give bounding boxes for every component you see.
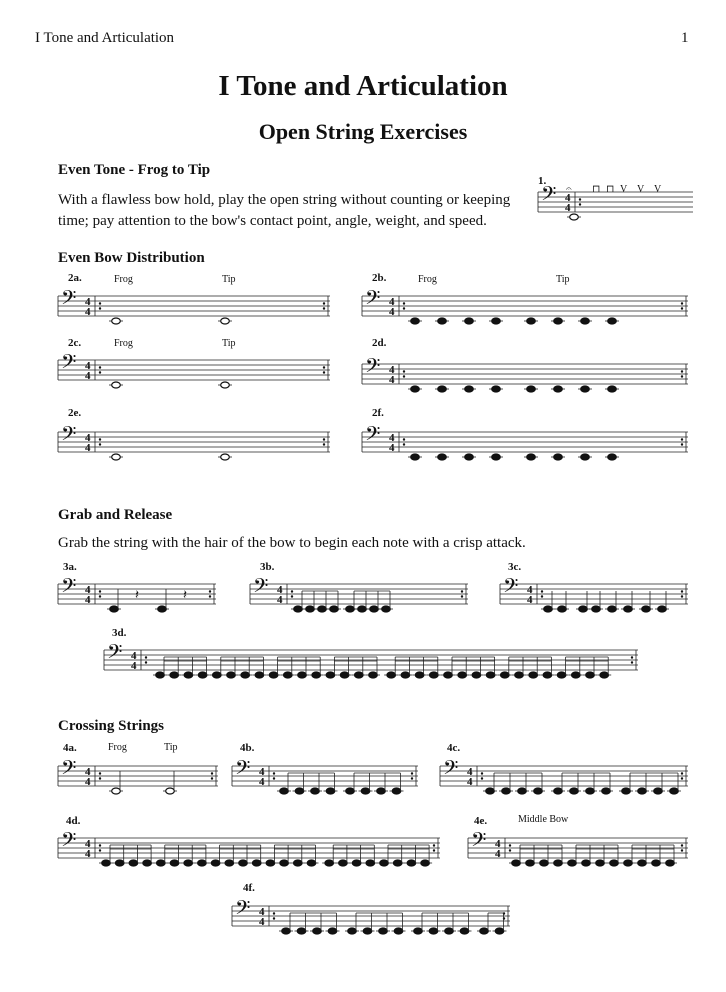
staff-3d bbox=[104, 630, 648, 690]
time-signature-bottom: 4 bbox=[85, 370, 91, 382]
time-signature-bottom: 4 bbox=[495, 848, 501, 860]
staff-2e bbox=[58, 412, 340, 472]
notehead bbox=[465, 318, 474, 324]
staff-2d bbox=[362, 344, 698, 404]
notehead bbox=[370, 606, 379, 612]
quarter-rest-icon: 𝄽 bbox=[135, 587, 139, 602]
notehead bbox=[480, 928, 489, 934]
notehead bbox=[252, 860, 261, 866]
time-signature-top: 4 bbox=[85, 584, 91, 596]
notehead bbox=[527, 454, 536, 460]
time-signature-top: 4 bbox=[85, 838, 91, 850]
notehead bbox=[622, 788, 631, 794]
bass-clef-icon: 𝄢 bbox=[541, 182, 557, 210]
notehead bbox=[211, 860, 220, 866]
staff-4b bbox=[232, 746, 428, 806]
notehead bbox=[340, 672, 349, 678]
notehead bbox=[221, 382, 230, 388]
time-signature-bottom: 4 bbox=[389, 442, 395, 454]
page-subtitle: Open String Exercises bbox=[258, 119, 468, 144]
notehead bbox=[307, 860, 316, 866]
notehead bbox=[570, 788, 579, 794]
running-header: I Tone and Articulation bbox=[35, 30, 175, 46]
notehead bbox=[102, 860, 111, 866]
exercise-label-4e: 4e. bbox=[474, 815, 488, 827]
time-signature-bottom: 4 bbox=[131, 660, 137, 672]
notehead bbox=[255, 672, 264, 678]
notehead bbox=[534, 788, 543, 794]
notehead bbox=[512, 860, 521, 866]
time-signature-bottom: 4 bbox=[85, 306, 91, 318]
up-bow-icon: V bbox=[637, 184, 645, 195]
notehead bbox=[129, 860, 138, 866]
notehead bbox=[166, 788, 175, 794]
notehead bbox=[269, 672, 278, 678]
notehead bbox=[318, 606, 327, 612]
notehead bbox=[495, 928, 504, 934]
exercise-label-3a: 3a. bbox=[63, 561, 77, 573]
notehead bbox=[608, 386, 617, 392]
time-signature-top: 4 bbox=[131, 650, 137, 662]
notehead bbox=[558, 606, 567, 612]
notehead bbox=[501, 672, 510, 678]
notehead bbox=[670, 788, 679, 794]
bass-clef-icon: 𝄢 bbox=[61, 350, 77, 378]
notehead bbox=[280, 860, 289, 866]
time-signature-top: 4 bbox=[85, 432, 91, 444]
notehead bbox=[358, 606, 367, 612]
notehead bbox=[638, 788, 647, 794]
notehead bbox=[325, 860, 334, 866]
notehead bbox=[438, 386, 447, 392]
frog-marking: Frog bbox=[418, 274, 437, 285]
notehead bbox=[554, 860, 563, 866]
time-signature-top: 4 bbox=[389, 296, 395, 308]
down-bow-icon: ⊓ bbox=[592, 184, 601, 195]
notehead bbox=[557, 672, 566, 678]
notehead bbox=[379, 928, 388, 934]
notehead bbox=[297, 928, 306, 934]
staff-1 bbox=[538, 172, 703, 232]
notehead bbox=[586, 672, 595, 678]
notehead bbox=[570, 214, 579, 220]
notehead bbox=[460, 928, 469, 934]
notehead bbox=[624, 606, 633, 612]
notehead bbox=[282, 928, 291, 934]
notehead bbox=[527, 386, 536, 392]
exercise-label-2c: 2c. bbox=[68, 337, 82, 349]
staff-2f bbox=[362, 412, 698, 472]
time-signature-bottom: 4 bbox=[85, 776, 91, 788]
exercise-label-4f: 4f. bbox=[243, 882, 255, 894]
notehead bbox=[429, 928, 438, 934]
notehead bbox=[198, 860, 207, 866]
time-signature-top: 4 bbox=[85, 766, 91, 778]
notehead bbox=[608, 454, 617, 460]
time-signature-top: 4 bbox=[85, 360, 91, 372]
notehead bbox=[355, 672, 364, 678]
tip-marking: Tip bbox=[556, 274, 570, 285]
tip-marking: Tip bbox=[222, 338, 236, 349]
time-signature-bottom: 4 bbox=[85, 848, 91, 860]
notehead bbox=[610, 860, 619, 866]
notehead bbox=[492, 386, 501, 392]
exercise-label-4a: 4a. bbox=[63, 742, 77, 754]
notehead bbox=[346, 788, 355, 794]
notehead bbox=[312, 672, 321, 678]
notehead bbox=[311, 788, 320, 794]
notehead bbox=[110, 606, 119, 612]
notehead bbox=[465, 454, 474, 460]
notehead bbox=[596, 860, 605, 866]
notehead bbox=[363, 928, 372, 934]
time-signature-bottom: 4 bbox=[85, 594, 91, 606]
notehead bbox=[241, 672, 250, 678]
time-signature-bottom: 4 bbox=[565, 202, 571, 214]
notehead bbox=[458, 672, 467, 678]
notehead bbox=[377, 788, 386, 794]
down-bow-icon: ⊓ bbox=[606, 184, 615, 195]
notehead bbox=[366, 860, 375, 866]
notehead bbox=[393, 860, 402, 866]
notehead bbox=[295, 788, 304, 794]
grab-release-text: Grab the string with the hair of the bow to begin each note with a crisp attack. bbox=[58, 535, 526, 551]
notehead bbox=[666, 860, 675, 866]
tip-marking: Tip bbox=[222, 274, 236, 285]
notehead bbox=[411, 454, 420, 460]
notehead bbox=[411, 318, 420, 324]
staff-4e bbox=[468, 818, 698, 878]
notehead bbox=[392, 788, 401, 794]
notehead bbox=[638, 860, 647, 866]
notehead bbox=[445, 928, 454, 934]
notehead bbox=[568, 860, 577, 866]
staff-4f bbox=[232, 886, 520, 946]
notehead bbox=[361, 788, 370, 794]
bass-clef-icon: 𝄢 bbox=[61, 828, 77, 856]
quarter-rest-icon: 𝄽 bbox=[183, 587, 187, 602]
time-signature-top: 4 bbox=[495, 838, 501, 850]
time-signature-top: 4 bbox=[565, 192, 571, 204]
staff-3b bbox=[250, 564, 478, 624]
notehead bbox=[554, 318, 563, 324]
notehead bbox=[380, 860, 389, 866]
notehead bbox=[444, 672, 453, 678]
even-tone-text-line-2: time; pay attention to the bow's contact point, angle, weight, and speed. bbox=[58, 213, 487, 229]
exercise-label-2a: 2a. bbox=[68, 272, 82, 284]
fermata-icon: 𝄐 bbox=[566, 184, 572, 195]
time-signature-top: 4 bbox=[85, 296, 91, 308]
notehead bbox=[326, 788, 335, 794]
notehead bbox=[221, 318, 230, 324]
exercise-label-2b: 2b. bbox=[372, 272, 387, 284]
notehead bbox=[502, 788, 511, 794]
time-signature-bottom: 4 bbox=[277, 594, 283, 606]
time-signature-bottom: 4 bbox=[259, 776, 265, 788]
notehead bbox=[438, 454, 447, 460]
notehead bbox=[465, 386, 474, 392]
exercise-label-4b: 4b. bbox=[240, 742, 255, 754]
notehead bbox=[411, 386, 420, 392]
notehead bbox=[294, 860, 303, 866]
notehead bbox=[221, 454, 230, 460]
notehead bbox=[112, 382, 121, 388]
section-heading-even-bow: Even Bow Distribution bbox=[58, 250, 205, 266]
bass-clef-icon: 𝄢 bbox=[107, 640, 123, 668]
notehead bbox=[198, 672, 207, 678]
notehead bbox=[346, 606, 355, 612]
staff-4d bbox=[58, 818, 450, 878]
time-signature-top: 4 bbox=[389, 364, 395, 376]
notehead bbox=[112, 788, 121, 794]
notehead bbox=[581, 454, 590, 460]
notehead bbox=[472, 672, 481, 678]
notehead bbox=[284, 672, 293, 678]
notehead bbox=[624, 860, 633, 866]
frog-marking: Frog bbox=[114, 274, 133, 285]
notehead bbox=[438, 318, 447, 324]
bass-clef-icon: 𝄢 bbox=[253, 574, 269, 602]
notehead bbox=[184, 860, 193, 866]
notehead bbox=[421, 860, 430, 866]
bass-clef-icon: 𝄢 bbox=[365, 422, 381, 450]
time-signature-top: 4 bbox=[259, 766, 265, 778]
notehead bbox=[608, 606, 617, 612]
notehead bbox=[515, 672, 524, 678]
notehead bbox=[543, 672, 552, 678]
bass-clef-icon: 𝄢 bbox=[365, 354, 381, 382]
notehead bbox=[330, 606, 339, 612]
staff-3c bbox=[500, 564, 698, 624]
middle-bow-marking: Middle Bow bbox=[518, 814, 569, 825]
bass-clef-icon: 𝄢 bbox=[61, 756, 77, 784]
notehead bbox=[554, 386, 563, 392]
staff-2a bbox=[58, 276, 340, 336]
notehead bbox=[526, 860, 535, 866]
notehead bbox=[407, 860, 416, 866]
notehead bbox=[581, 318, 590, 324]
notehead bbox=[158, 606, 167, 612]
exercise-label-2e: 2e. bbox=[68, 407, 82, 419]
notehead bbox=[529, 672, 538, 678]
section-heading-even-tone: Even Tone - Frog to Tip bbox=[58, 162, 211, 178]
notehead bbox=[554, 454, 563, 460]
time-signature-bottom: 4 bbox=[527, 594, 533, 606]
time-signature-top: 4 bbox=[467, 766, 473, 778]
time-signature-bottom: 4 bbox=[389, 306, 395, 318]
notehead bbox=[382, 606, 391, 612]
notehead bbox=[112, 454, 121, 460]
time-signature-top: 4 bbox=[389, 432, 395, 444]
notehead bbox=[492, 454, 501, 460]
up-bow-icon: V bbox=[654, 184, 662, 195]
exercise-label-3d: 3d. bbox=[112, 627, 127, 639]
notehead bbox=[654, 788, 663, 794]
notehead bbox=[280, 788, 289, 794]
even-tone-text-line-1: With a flawless bow hold, play the open string without counting or keeping bbox=[58, 192, 511, 208]
section-heading-grab-release: Grab and Release bbox=[58, 507, 173, 523]
bass-clef-icon: 𝄢 bbox=[365, 286, 381, 314]
notehead bbox=[298, 672, 307, 678]
notehead bbox=[213, 672, 222, 678]
notehead bbox=[592, 606, 601, 612]
notehead bbox=[326, 672, 335, 678]
notehead bbox=[112, 318, 121, 324]
staff-4a bbox=[58, 746, 228, 806]
notehead bbox=[170, 860, 179, 866]
bass-clef-icon: 𝄢 bbox=[61, 574, 77, 602]
exercise-label-3c: 3c. bbox=[508, 561, 522, 573]
notehead bbox=[156, 672, 165, 678]
time-signature-top: 4 bbox=[527, 584, 533, 596]
notehead bbox=[554, 788, 563, 794]
bass-clef-icon: 𝄢 bbox=[443, 756, 459, 784]
bass-clef-icon: 𝄢 bbox=[235, 896, 251, 924]
exercise-label-2f: 2f. bbox=[372, 407, 384, 419]
section-heading-crossing: Crossing Strings bbox=[58, 718, 164, 734]
page-number: 1 bbox=[681, 30, 689, 46]
notehead bbox=[401, 672, 410, 678]
time-signature-bottom: 4 bbox=[85, 442, 91, 454]
time-signature-top: 4 bbox=[277, 584, 283, 596]
notehead bbox=[544, 606, 553, 612]
notehead bbox=[157, 860, 166, 866]
page-title: I Tone and Articulation bbox=[218, 70, 508, 102]
notehead bbox=[581, 386, 590, 392]
notehead bbox=[658, 606, 667, 612]
time-signature-top: 4 bbox=[259, 906, 265, 918]
exercise-label-1: 1. bbox=[538, 175, 547, 187]
notehead bbox=[352, 860, 361, 866]
exercise-label-3b: 3b. bbox=[260, 561, 275, 573]
up-bow-icon: V bbox=[620, 184, 628, 195]
frog-marking: Frog bbox=[114, 338, 133, 349]
notehead bbox=[486, 672, 495, 678]
notehead bbox=[294, 606, 303, 612]
staff-2b bbox=[362, 276, 698, 336]
tip-marking: Tip bbox=[164, 742, 178, 753]
notehead bbox=[369, 672, 378, 678]
notehead bbox=[266, 860, 275, 866]
frog-marking: Frog bbox=[108, 742, 127, 753]
bass-clef-icon: 𝄢 bbox=[61, 286, 77, 314]
bass-clef-icon: 𝄢 bbox=[61, 422, 77, 450]
notehead bbox=[239, 860, 248, 866]
notehead bbox=[348, 928, 357, 934]
exercise-label-4c: 4c. bbox=[447, 742, 461, 754]
notehead bbox=[602, 788, 611, 794]
time-signature-bottom: 4 bbox=[259, 916, 265, 928]
notehead bbox=[652, 860, 661, 866]
notehead bbox=[225, 860, 234, 866]
exercise-label-2d: 2d. bbox=[372, 337, 387, 349]
notehead bbox=[492, 318, 501, 324]
notehead bbox=[486, 788, 495, 794]
bass-clef-icon: 𝄢 bbox=[503, 574, 519, 602]
notehead bbox=[430, 672, 439, 678]
exercise-label-4d: 4d. bbox=[66, 815, 81, 827]
notehead bbox=[518, 788, 527, 794]
notehead bbox=[184, 672, 193, 678]
notehead bbox=[600, 672, 609, 678]
notehead bbox=[414, 928, 423, 934]
notehead bbox=[170, 672, 179, 678]
bass-clef-icon: 𝄢 bbox=[471, 828, 487, 856]
time-signature-bottom: 4 bbox=[467, 776, 473, 788]
notehead bbox=[387, 672, 396, 678]
notehead bbox=[642, 606, 651, 612]
notehead bbox=[582, 860, 591, 866]
notehead bbox=[115, 860, 124, 866]
bass-clef-icon: 𝄢 bbox=[235, 756, 251, 784]
notehead bbox=[540, 860, 549, 866]
notehead bbox=[227, 672, 236, 678]
staff-4c bbox=[440, 746, 698, 806]
notehead bbox=[608, 318, 617, 324]
notehead bbox=[586, 788, 595, 794]
notehead bbox=[306, 606, 315, 612]
notehead bbox=[527, 318, 536, 324]
staff-3a bbox=[58, 564, 226, 624]
staff-2c bbox=[58, 340, 340, 400]
time-signature-bottom: 4 bbox=[389, 374, 395, 386]
notehead bbox=[579, 606, 588, 612]
notehead bbox=[313, 928, 322, 934]
notehead bbox=[415, 672, 424, 678]
notehead bbox=[143, 860, 152, 866]
notehead bbox=[328, 928, 337, 934]
notehead bbox=[394, 928, 403, 934]
notehead bbox=[572, 672, 581, 678]
notehead bbox=[339, 860, 348, 866]
